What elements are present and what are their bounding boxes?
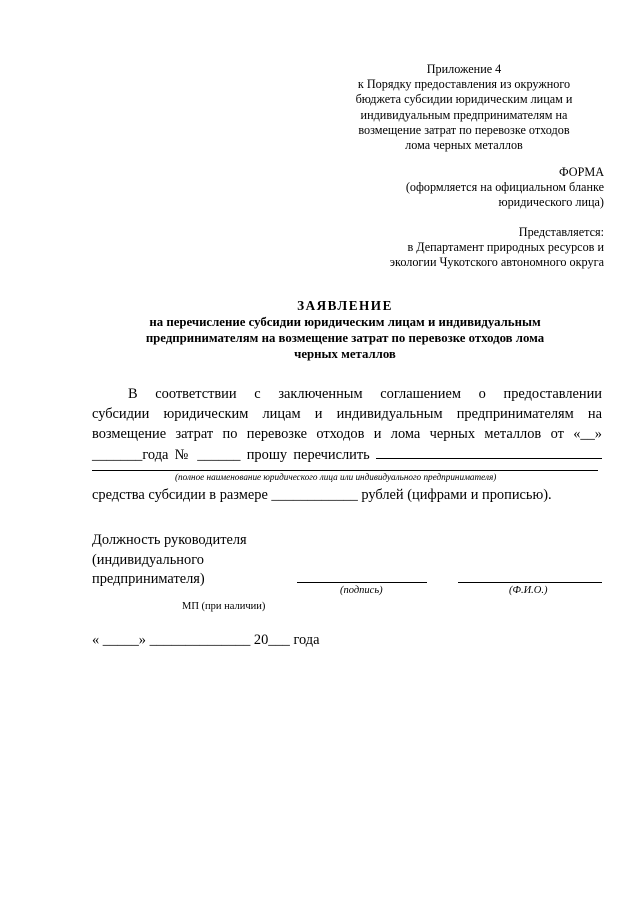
annex-header (330, 62, 598, 153)
form-note: (оформляется на официальном бланке (405, 180, 604, 195)
annex-line: бюджета субсидии юридическим лицам и (355, 92, 573, 107)
subsidy-sum-line: средства субсидии в размере ____________ рублей (цифрами и прописью). (92, 487, 552, 503)
addressee-block (324, 225, 604, 271)
title-main: ЗАЯВЛЕНИЕ (297, 298, 393, 313)
applicant-caption: (полное наименование юридического лица или индивидуального предпринимателя) (175, 472, 497, 482)
annex-line: лома черных металлов (405, 138, 523, 153)
addressee-line: в Департамент природных ресурсов и (407, 240, 604, 255)
title-subline: предпринимателям на возмещение затрат по перевозке отходов лома (145, 331, 545, 345)
paragraph-line: возмещение затрат по перевозке отходов и лома черных металлов от «__» (92, 425, 602, 442)
form-label-block (344, 165, 604, 211)
applicant-name-line[interactable] (92, 470, 598, 471)
form-title: ФОРМА (559, 165, 604, 179)
document-title (92, 298, 598, 362)
stamp-label: МП (при наличии) (182, 601, 266, 612)
application-paragraph (92, 385, 602, 466)
annex-line: возмещение затрат по перевозке отходов (358, 122, 570, 137)
addressee-line: экологии Чукотского автономного округа (389, 255, 604, 270)
annex-line: Приложение 4 (426, 62, 502, 76)
title-subline: на перечисление субсидии юридическим лицам и индивидуальным (149, 315, 541, 329)
position-line: предпринимателя) (92, 571, 205, 588)
date-line[interactable]: « _____» ______________ 20___ года (92, 632, 320, 648)
paragraph-line: В соответствии с заключенным соглашением о предоставлении (128, 386, 602, 402)
form-note: юридического лица) (498, 195, 604, 210)
signature-caption: (подпись) (340, 585, 383, 596)
full-name-caption: (Ф.И.О.) (509, 585, 548, 596)
full-name-line[interactable] (458, 582, 602, 583)
position-line: (индивидуального (92, 551, 204, 568)
paragraph-line (92, 444, 602, 466)
annex-line: индивидуальным предпринимателям на (360, 107, 568, 122)
recipient-fill-line[interactable] (376, 444, 602, 459)
position-line: Должность руководителя (92, 532, 247, 548)
paragraph-line: субсидии юридическим лицам и индивидуальным предпринимателям на (92, 405, 602, 422)
addressee-label: Представляется: (518, 225, 604, 239)
position-label (92, 531, 247, 590)
year-number-field[interactable]: _______года № ______ прошу перечислить (92, 447, 370, 464)
annex-line: к Порядку предоставления из окружного (357, 77, 571, 92)
title-subline: черных металлов (294, 347, 396, 361)
signature-line[interactable] (297, 582, 427, 583)
